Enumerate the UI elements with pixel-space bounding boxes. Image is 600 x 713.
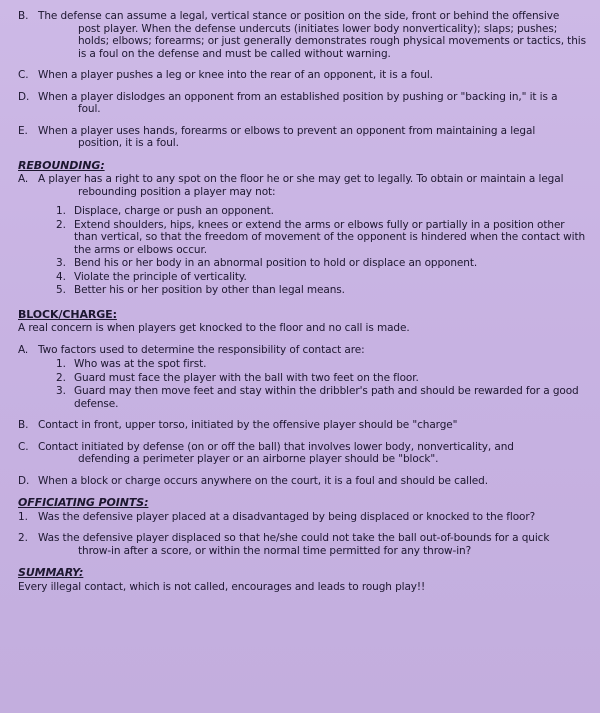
item-continuation: foul. <box>78 103 101 115</box>
summary-heading: SUMMARY: <box>18 566 84 579</box>
item-text <box>38 91 588 116</box>
block-charge-b <box>18 419 588 432</box>
block-charge-list-item <box>56 385 588 410</box>
item-text: Was the defensive player placed at a disadvantaged by being displaced or knocked to the floor? <box>38 510 536 523</box>
rebounding-list-item <box>56 284 588 297</box>
sub-text: Guard must face the player with the ball with two feet on the floor. <box>74 371 419 384</box>
sub-text: Guard may then move feet and stay within the dribbler's path and should be rewarded for a good defense. <box>74 385 579 410</box>
sub-text: Bend his or her body in an abnormal position to hold or displace an opponent. <box>74 257 478 269</box>
block-charge-a <box>18 344 588 357</box>
list-item <box>18 91 588 116</box>
item-text: Contact in front, upper torso, initiated by the offensive player should be "charge" <box>38 419 458 431</box>
item-label: A. <box>18 343 29 356</box>
item-continuation: rebounding position a player may not: <box>78 185 276 198</box>
sub-text: Who was at the spot first. <box>74 358 207 370</box>
item-label: B. <box>18 10 29 22</box>
item-label: 1. <box>18 510 28 523</box>
officiating-item <box>18 532 588 557</box>
rebounding-intro <box>18 173 588 198</box>
item-label: D. <box>18 90 30 103</box>
item-text <box>38 10 588 60</box>
item-line: A player has a right to any spot on the floor he or she may get to legally. To obtain or maintain a legal <box>38 173 564 185</box>
item-text <box>38 173 588 198</box>
item-label: D. <box>18 474 30 487</box>
item-text <box>38 125 588 150</box>
block-charge-list-item <box>56 358 588 371</box>
item-continuation: throw-in after a score, or within the normal time permitted for any throw-in? <box>78 544 472 557</box>
item-label: E. <box>18 124 28 137</box>
sub-number: 5. <box>56 284 66 296</box>
block-charge-list-item <box>56 372 588 385</box>
item-line: Was the defensive player displaced so that he/she could not take the ball out-of-bounds for a quick <box>38 532 550 544</box>
rebounding-list-item <box>56 257 588 270</box>
block-charge-heading: BLOCK/CHARGE: <box>18 307 117 321</box>
item-line: Contact initiated by defense (on or off the ball) that involves lower body, nonverticality, and <box>38 440 514 453</box>
rebounding-list-item <box>56 219 588 257</box>
sub-number: 2. <box>56 371 66 384</box>
list-item <box>18 125 588 150</box>
item-text: When a block or charge occurs anywhere on the court, it is a foul and should be called. <box>38 474 488 487</box>
item-continuation: defending a perimeter player or an airborne player should be "block". <box>78 453 439 465</box>
item-label: A. <box>18 173 29 185</box>
sub-text: Violate the principle of verticality. <box>74 270 247 283</box>
item-line: When a player uses hands, forearms or elbows to prevent an opponent from maintaining a legal <box>38 124 536 137</box>
sub-text: Displace, charge or push an opponent. <box>74 205 274 217</box>
item-label: B. <box>18 419 29 431</box>
sub-number: 3. <box>56 257 66 269</box>
list-item <box>18 69 588 82</box>
sub-number: 4. <box>56 270 66 283</box>
item-line: When a player dislodges an opponent from an established position by pushing or "backing in," it is a <box>38 90 558 103</box>
item-label: C. <box>18 440 29 453</box>
sub-text: Better his or her position by other than legal means. <box>74 284 345 296</box>
block-charge-d <box>18 475 588 488</box>
sub-number: 3. <box>56 385 66 397</box>
officiating-heading: OFFICIATING POINTS: <box>18 496 149 509</box>
item-text: When a player pushes a leg or knee into the rear of an opponent, it is a foul. <box>38 69 433 81</box>
top-items <box>18 10 588 150</box>
summary-text: Every illegal contact, which is not called, encourages and leads to rough play!! <box>18 580 426 593</box>
item-continuation: post player. When the defense undercuts (initiates lower body nonverticality); slaps; pushes; holds; elbows; forearms; or just generally demonstrates rough physical movements or tactics, this is a foul on the defense and must be called without warning. <box>78 22 586 60</box>
sub-number: 1. <box>56 205 66 217</box>
block-charge-intro: A real concern is when players get knocked to the floor and no call is made. <box>18 322 410 334</box>
sub-number: 2. <box>56 218 66 231</box>
block-charge-c <box>18 441 588 466</box>
rebounding-heading: REBOUNDING: <box>18 158 105 172</box>
list-item <box>18 10 588 60</box>
sub-number: 1. <box>56 358 66 370</box>
rebounding-list-item <box>56 271 588 284</box>
item-text: Two factors used to determine the responsibility of contact are: <box>38 343 365 356</box>
item-label: C. <box>18 69 29 81</box>
rebounding-list-item <box>56 205 588 218</box>
item-text <box>38 441 588 466</box>
item-continuation: position, it is a foul. <box>78 137 179 149</box>
sub-text: Extend shoulders, hips, knees or extend the arms or elbows fully or partially in a position other than vertical, so that the freedom of movement of the opponent is hindered when the contact with the arms or elbows occur. <box>74 218 586 256</box>
officiating-item <box>18 511 588 524</box>
item-line: The defense can assume a legal, vertical stance or position on the side, front or behind the offensive <box>38 10 560 22</box>
item-label: 2. <box>18 532 28 544</box>
item-text <box>38 532 588 557</box>
